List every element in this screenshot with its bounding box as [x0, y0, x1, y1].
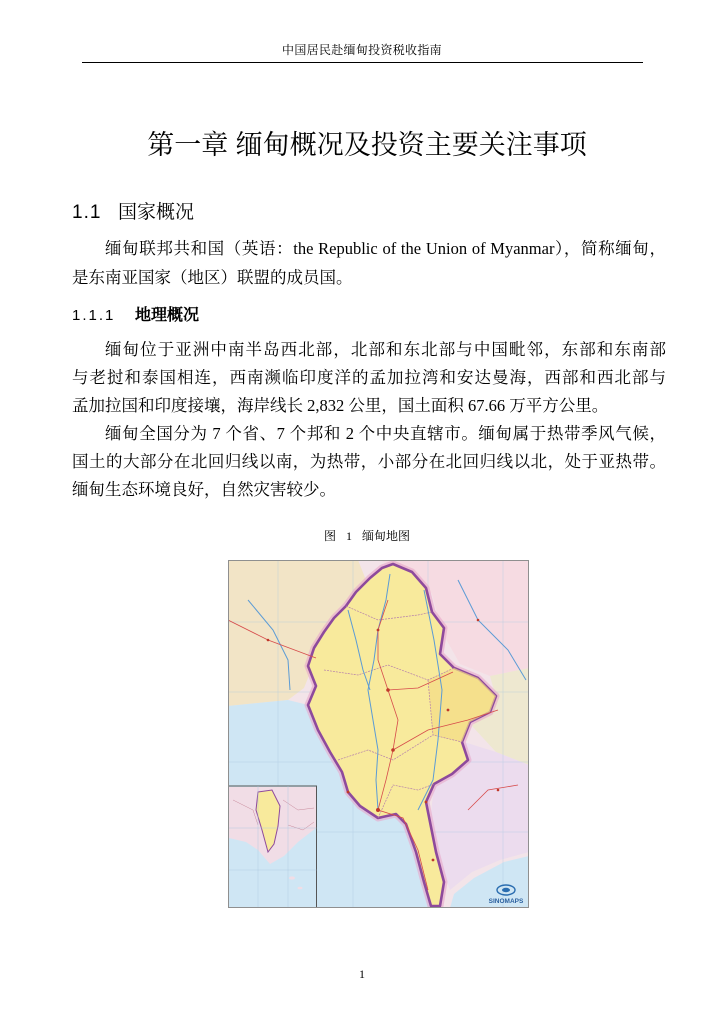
geography-paragraph-1: [72, 336, 666, 420]
chapter-title: 第一章 缅甸概况及投资主要关注事项: [147, 130, 587, 160]
myanmar-map-figure: [228, 560, 529, 908]
figure-caption: 图 1 缅甸地图: [323, 529, 410, 543]
paragraph-line: 国土的大部分在北回归线以南，为热带，小部分在北回归线以北，处于亚热带。: [72, 452, 666, 471]
geography-paragraph-2: [72, 420, 666, 504]
inset-map: [229, 786, 317, 908]
subsection-heading-1-1-1: [72, 306, 199, 326]
paragraph-line: 缅甸生态环境良好，自然灾害较少。: [72, 480, 336, 499]
section-heading-1-1: [72, 201, 194, 225]
page-number: 1: [359, 967, 365, 981]
intro-paragraph: [72, 234, 666, 292]
subsection-title: 地理概况: [135, 307, 200, 324]
running-header-title: 中国居民赴缅甸投资税收指南: [282, 43, 442, 57]
subsection-number: 1.1.1: [72, 307, 116, 324]
sinomaps-logo-text: SINOMAPS: [488, 898, 524, 905]
myanmar-map: [228, 560, 529, 908]
paragraph-line: 缅甸联邦共和国（英语：the Republic of the Union of Myanmar），简称缅甸，: [105, 239, 666, 258]
paragraph-line: 是东南亚国家（地区）联盟的成员国。: [72, 268, 353, 287]
section-number: 1.1: [72, 202, 102, 223]
paragraph-line: 缅甸全国分为 7 个省、7 个邦和 2 个中央直辖市。缅甸属于热带季风气候，: [105, 424, 666, 443]
header-rule: [82, 62, 643, 63]
paragraph-line: 孟加拉国和印度接壤，海岸线长 2,832 公里，国土面积 67.66 万平方公里。: [72, 396, 609, 415]
paragraph-line: 缅甸位于亚洲中南半岛西北部，北部和东北部与中国毗邻，东部和东南部: [105, 340, 666, 359]
paragraph-line: 与老挝和泰国相连，西南濒临印度洋的孟加拉湾和安达曼海，西部和西北部与: [72, 368, 666, 387]
section-title: 国家概况: [118, 202, 195, 223]
